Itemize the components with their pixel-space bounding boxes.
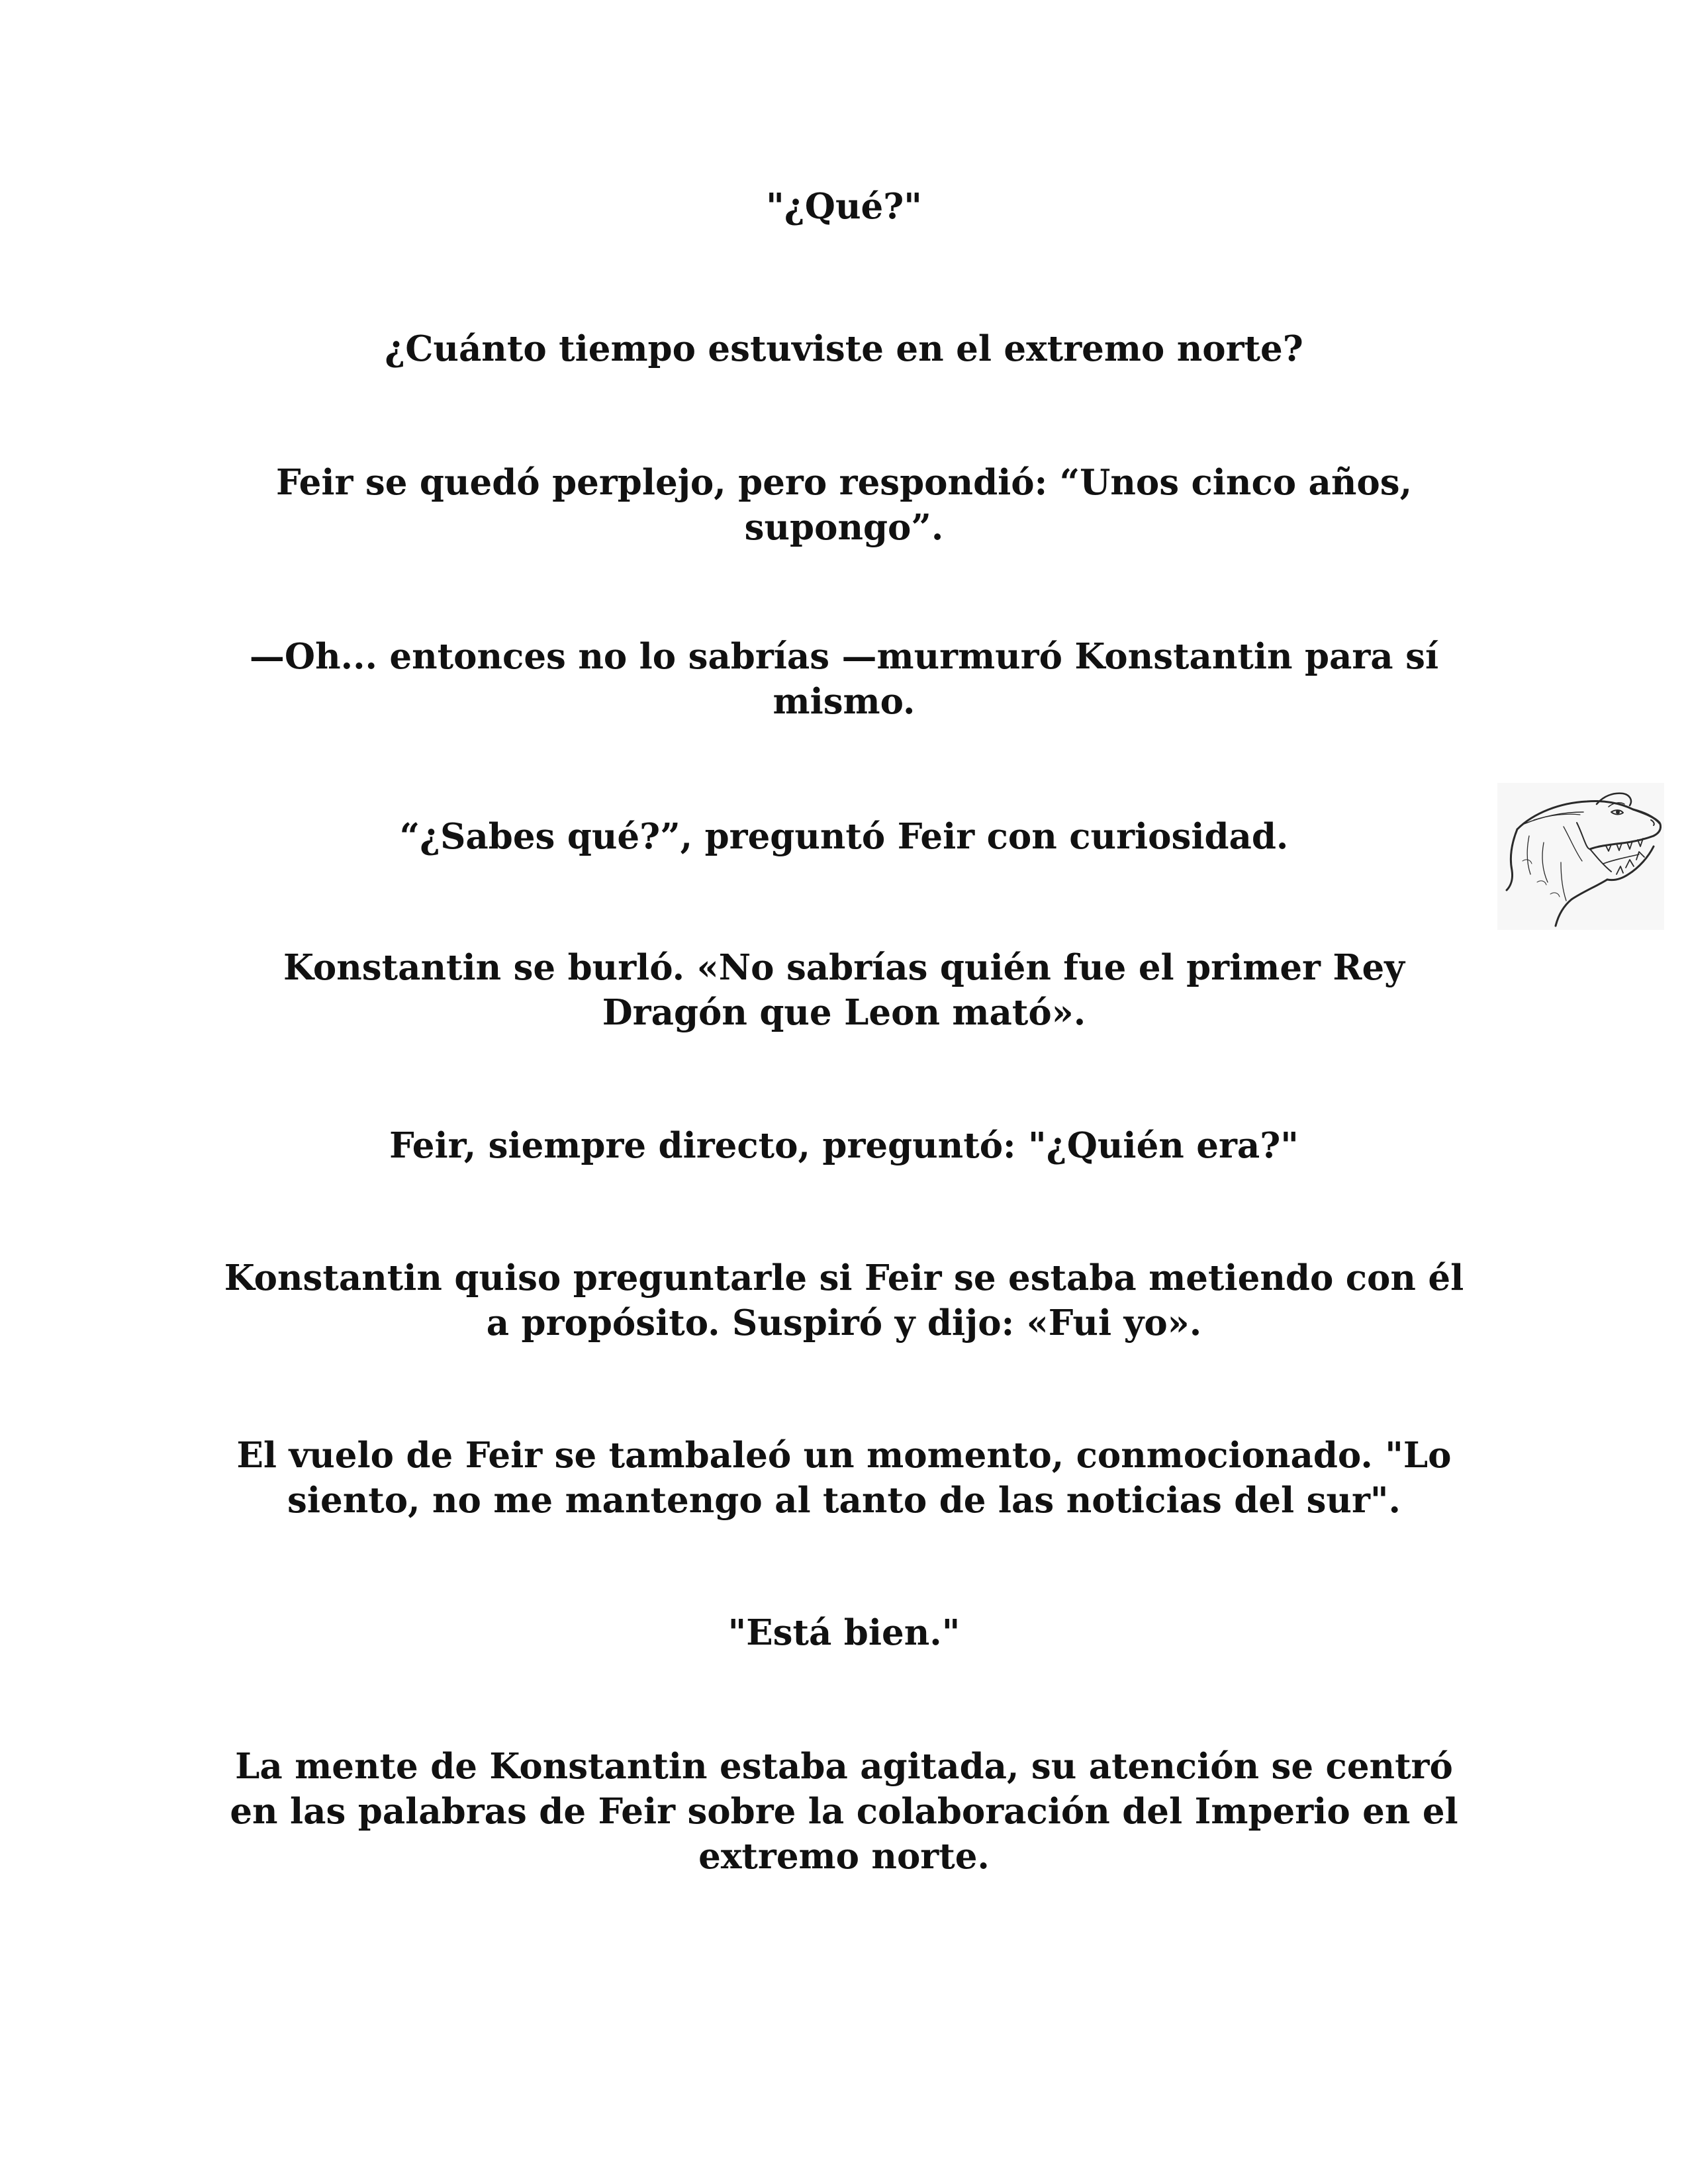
text-line: a propósito. Suspiró y dijo: «Fui yo».	[486, 1302, 1202, 1343]
paragraph-sabes-que	[199, 814, 1489, 859]
paragraph-que	[199, 184, 1489, 229]
text-line: en las palabras de Feir sobre la colaboración del Imperio en el	[230, 1791, 1458, 1832]
text-line: Konstantin se burló. «No sabrías quién fue el primer Rey	[283, 947, 1405, 988]
paragraph-fui-yo	[199, 1255, 1489, 1345]
paragraph-konstantin-burlo	[199, 945, 1489, 1035]
dragon-head-sketch-icon	[1497, 783, 1664, 930]
paragraph-oh-entonces	[199, 634, 1489, 724]
paragraph-mente-konstantin	[199, 1744, 1489, 1879]
text-line: Feir, siempre directo, preguntó: "¿Quién era?"	[389, 1125, 1299, 1166]
text-line: Konstantin quiso preguntarle si Feir se estaba metiendo con él	[224, 1257, 1464, 1298]
text-line: Feir se quedó perplejo, pero respondió: “Unos cinco años,	[275, 462, 1413, 503]
paragraph-quien-era	[199, 1123, 1489, 1168]
text-line: “¿Sabes qué?”, preguntó Feir con curiosidad.	[399, 816, 1289, 857]
text-line: La mente de Konstantin estaba agitada, su atención se centró	[235, 1746, 1453, 1787]
text-line: extremo norte.	[698, 1836, 990, 1877]
text-line: "Está bien."	[727, 1612, 961, 1653]
text-line: —Oh... entonces no lo sabrías —murmuró Konstantin para sí	[249, 636, 1439, 677]
paragraph-vuelo-feir	[199, 1433, 1489, 1523]
paragraph-cuanto-tiempo	[199, 326, 1489, 371]
text-line: siento, no me mantengo al tanto de las noticias del sur".	[287, 1480, 1401, 1521]
text-line: mismo.	[773, 681, 915, 722]
paragraph-esta-bien	[199, 1610, 1489, 1655]
text-line: ¿Cuánto tiempo estuviste en el extremo norte?	[385, 328, 1303, 369]
text-line: "¿Qué?"	[766, 186, 922, 227]
text-line: El vuelo de Feir se tambaleó un momento, conmocionado. "Lo	[236, 1435, 1452, 1476]
text-line: Dragón que Leon mató».	[602, 992, 1086, 1033]
text-line: supongo”.	[744, 507, 944, 548]
paragraph-feir-perplejo	[199, 460, 1489, 550]
